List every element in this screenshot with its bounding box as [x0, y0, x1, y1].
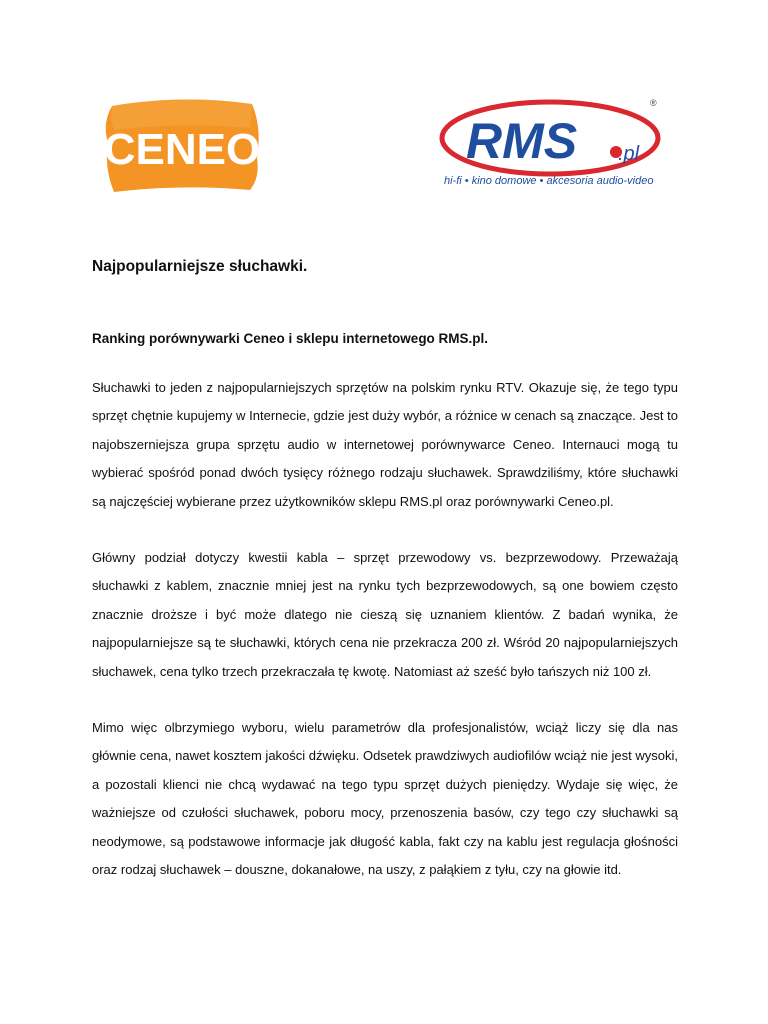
rms-logo-tagline: hi-fi • kino domowe • akcesoria audio-video — [444, 175, 654, 187]
logo-header — [0, 0, 768, 230]
rms-logo-text: RMS — [466, 113, 578, 169]
document-title: Najpopularniejsze słuchawki. — [92, 258, 308, 275]
rms-logo — [438, 96, 670, 192]
document-subtitle: Ranking porównywarki Ceneo i sklepu internetowego RMS.pl. — [92, 331, 489, 346]
paragraph-1: Słuchawki to jeden z najpopularniejszych sprzętów na polskim rynku RTV. Okazuje się, że tego typu sprzęt chętnie kupujemy w Internecie, gdzie jest duży wybór, a różnice w cenach są znaczące. Jest to najobszerniejsza grupa sprzętu audio w internetowej porównywarce Ceneo. Internauci mogą tu wybierać spośród ponad dwóch tysięcy różnego rodzaju słuchawek. Sprawdziliśmy, które słuchawki są najczęściej wybierane przez użytkowników sklepu RMS.pl oraz porównywarki Ceneo.pl. — [92, 380, 678, 509]
rms-logo-domain: .pl — [618, 143, 640, 165]
paragraph-3: Mimo więc olbrzymiego wyboru, wielu parametrów dla profesjonalistów, wciąż liczy się dla nas głównie cena, nawet kosztem jakości dźwięku. Odsetek prawdziwych audiofilów wciąż nie jest wysoki, a pozostali klienci nie chcą wydawać na tego typu sprzęt dużych pieniędzy. Wydaje się więc, że ważniejsze od czułości słuchawek, poboru mocy, przenoszenia basów, czy tego czy słuchawki są neodymowe, są podstawowe informacje jak długość kabla, fakt czy na kablu jest regulacja głośności oraz rodzaj słuchawek – douszne, dokanałowe, na uszy, z pałąkiem z tyłu, czy na głowie itd. — [92, 720, 678, 878]
document-body — [92, 254, 678, 885]
ceneo-logo-text: CENEO — [103, 125, 261, 174]
paragraph-2: Główny podział dotyczy kwestii kabla – sprzęt przewodowy vs. bezprzewodowy. Przeważają słuchawki z kablem, znacznie mniej jest na rynku tych bezprzewodowych, są one bowiem często znacznie droższe i być może dlatego nie cieszą się uznaniem klientów. Z badań wynika, że najpopularniejsze są te słuchawki, których cena nie przekracza 200 zł. Wśród 20 najpopularniejszych słuchawek, cena tylko trzech przekraczała tę kwotę. Natomiast aż sześć było tańszych niż 100 zł. — [92, 550, 678, 679]
rms-logo-registered: ® — [650, 98, 657, 108]
ceneo-logo — [102, 98, 262, 193]
